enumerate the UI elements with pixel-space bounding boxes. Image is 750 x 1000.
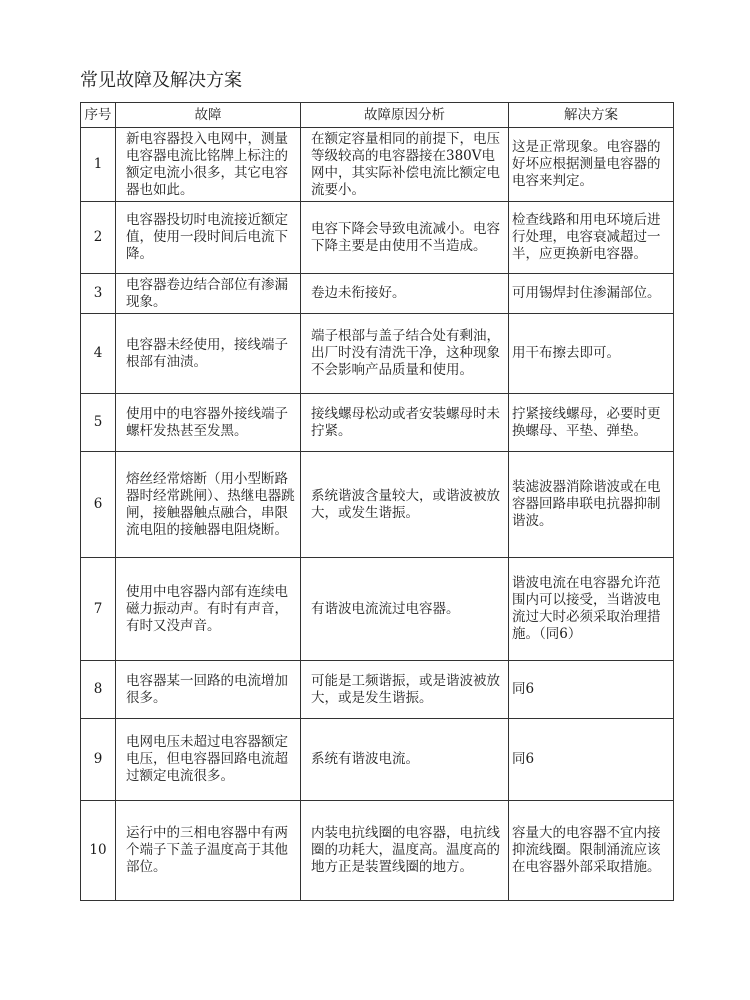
- cause-cell: 在额定容量相同的前提下，电压等级较高的电容器接在380V电网中，其实际补偿电流比额定电流要小。: [301, 128, 509, 202]
- solution-cell: 同6: [509, 719, 674, 801]
- solution-cell: 可用锡焊封住渗漏部位。: [509, 274, 674, 314]
- page-title: 常见故障及解决方案: [80, 70, 242, 91]
- solution-cell: 检查线路和用电环境后进行处理，电容衰减超过一半，应更换新电容器。: [509, 202, 674, 274]
- fault-cell: 新电容器投入电网中，测量电容器电流比铭牌上标注的额定电流小很多，其它电容器也如此。: [116, 128, 301, 202]
- solution-cell: 这是正常现象。电容器的好坏应根据测量电容器的电容来判定。: [509, 128, 674, 202]
- row-number: 2: [81, 202, 116, 274]
- row-number: 1: [81, 128, 116, 202]
- row-number: 10: [81, 801, 116, 901]
- cause-cell: 端子根部与盖子结合处有剩油，出厂时没有清洗干净，这种现象不会影响产品质量和使用。: [301, 314, 509, 394]
- row-number: 9: [81, 719, 116, 801]
- fault-cell: 使用中电容器内部有连续电磁力振动声。有时有声音，有时又没声音。: [116, 558, 301, 661]
- cause-cell: 内装电抗线圈的电容器，电抗线圈的功耗大，温度高。温度高的地方正是装置线圈的地方。: [301, 801, 509, 901]
- solution-cell: 谐波电流在电容器允许范围内可以接受，当谐波电流过大时必须采取治理措施。（同6）: [509, 558, 674, 661]
- fault-cell: 使用中的电容器外接线端子螺杆发热甚至发黑。: [116, 394, 301, 452]
- fault-cell: 电容器卷边结合部位有渗漏现象。: [116, 274, 301, 314]
- table-row: [81, 202, 674, 274]
- fault-cell: 电容器未经使用，接线端子根部有油渍。: [116, 314, 301, 394]
- cause-cell: 电容下降会导致电流减小。电容下降主要是由使用不当造成。: [301, 202, 509, 274]
- header-fault: 故障: [116, 103, 301, 128]
- cause-cell: 接线螺母松动或者安装螺母时未拧紧。: [301, 394, 509, 452]
- table-row: [81, 274, 674, 314]
- header-no: 序号: [81, 103, 116, 128]
- header-row: [81, 103, 674, 128]
- solution-cell: 装滤波器消除谐波或在电容器回路串联电抗器抑制谐波。: [509, 452, 674, 558]
- row-number: 8: [81, 661, 116, 719]
- table-row: [81, 394, 674, 452]
- cause-cell: 可能是工频谐振，或是谐波被放大，或是发生谐振。: [301, 661, 509, 719]
- cause-cell: 系统有谐波电流。: [301, 719, 509, 801]
- cause-cell: 卷边未衔接好。: [301, 274, 509, 314]
- table-header: [81, 103, 674, 128]
- table-row: [81, 661, 674, 719]
- cause-cell: 有谐波电流流过电容器。: [301, 558, 509, 661]
- solution-cell: 拧紧接线螺母，必要时更换螺母、平垫、弹垫。: [509, 394, 674, 452]
- row-number: 6: [81, 452, 116, 558]
- solution-cell: 同6: [509, 661, 674, 719]
- solution-cell: 用干布擦去即可。: [509, 314, 674, 394]
- fault-cell: 运行中的三相电容器中有两个端子下盖子温度高于其他部位。: [116, 801, 301, 901]
- fault-cell: 电网电压未超过电容器额定电压，但电容器回路电流超过额定电流很多。: [116, 719, 301, 801]
- header-cause: 故障原因分析: [301, 103, 509, 128]
- table-row: [81, 719, 674, 801]
- table-row: [81, 452, 674, 558]
- row-number: 5: [81, 394, 116, 452]
- table-row: [81, 128, 674, 202]
- fault-table: [80, 102, 674, 901]
- row-number: 4: [81, 314, 116, 394]
- cause-cell: 系统谐波含量较大，或谐波被放大，或发生谐振。: [301, 452, 509, 558]
- fault-cell: 电容器投切时电流接近额定值，使用一段时间后电流下降。: [116, 202, 301, 274]
- table-body: [81, 128, 674, 901]
- table-row: [81, 801, 674, 901]
- table-row: [81, 314, 674, 394]
- fault-cell: 电容器某一回路的电流增加很多。: [116, 661, 301, 719]
- solution-cell: 容量大的电容器不宜内接抑流线圈。限制涌流应该在电容器外部采取措施。: [509, 801, 674, 901]
- header-solution: 解决方案: [509, 103, 674, 128]
- row-number: 7: [81, 558, 116, 661]
- table-row: [81, 558, 674, 661]
- row-number: 3: [81, 274, 116, 314]
- fault-cell: 熔丝经常熔断（用小型断路器时经常跳闸）、热继电器跳闸，接触器触点融合，串限流电阻的接触器电阻烧断。: [116, 452, 301, 558]
